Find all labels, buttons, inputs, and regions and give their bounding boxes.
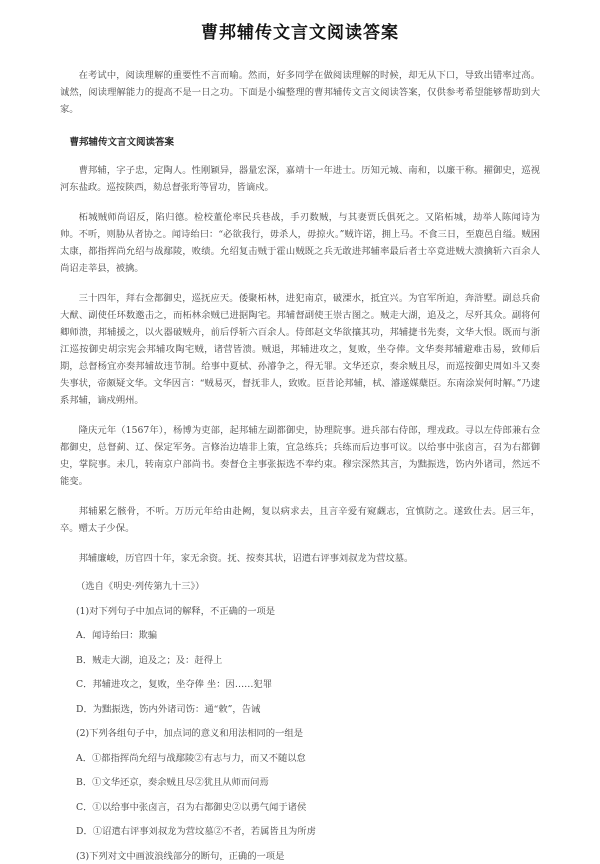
question-stem: (1)对下列句子中加点词的解释，不正确的一项是: [76, 605, 276, 617]
question-stem: (3)下列对文中画波浪线部分的断句，正确的一项是: [76, 850, 285, 862]
answer-option: C．邦辅进攻之，复败，坐夺俸 坐：因……犯罪: [76, 679, 273, 690]
passage-paragraph: 隆庆元年（1567年），杨博为吏部，起邦辅左副都御史，协理院事。进兵部右侍郎，理戎政。寻以左侍郎兼右佥都御史，总督蓟、辽、保定军务。言修治边墙非上策，宜急练兵；兵练而后边事可议。以给事中张卤言，召为右都御史，掌院事。未几，转南京户部尚书。奏督仓主事张振选不奉约束。穆宗深然其言，为黜振选，饬内外诸司，然远不能变。: [60, 425, 540, 487]
passage-paragraph: 邦辅累乞骸骨，不听。万历元年给由赴阙，复以病求去，且言辛爱有窥觑志，宜慎防之。遂致仕去。居三年，卒。赠太子少保。: [60, 506, 540, 534]
passage-paragraph: 柘城贼师尚诏反，陷归德。检校董伦率民兵巷战，手刃数贼，与其妻贾氏俱死之。又陷柘城，劫举人陈闻诗为帅。不听，则胁从者协之。闻诗绐曰：“必欲我行，毋杀人，毋掠火。”贼许诺，拥上马。不食三日，至鹿邑自缢。贼困太康，都指挥尚允绍与战鄢陵，败绩。允绍复击贼于霍山贼既之兵无敢进邦辅率最后者士卒竟进贼大溃擒斩六百余人尚诏走莘县，被擒。: [60, 212, 540, 274]
passage-paragraph: 邦辅廉峻，历官四十年，家无余资。抚、按奏其状，诏遣右评事刘叔龙为营坟墓。: [78, 553, 414, 564]
answer-option: B．①文华还京，奏余贼且尽②犹且从师而问焉: [76, 777, 269, 788]
intro-paragraph: 在考试中，阅读理解的重要性不言而喻。然而，好多同学在做阅读理解的时候，却无从下口，导致出错率过高。诚然，阅读理解能力的提高不是一日之功。下面是小编整理的曹邦辅传文言文阅读答案，仅供参考希望能够帮助到大家。: [60, 70, 540, 115]
answer-option: D．为黜振选，饬内外诸司饬：通“敕”，告诫: [76, 703, 261, 715]
question-stem: (2)下列各组句子中，加点词的意义和用法相同的一组是: [76, 728, 303, 739]
passage-paragraph: 曹邦辅，字子忠，定陶人。性刚颖异，器量宏深，嘉靖十一年进士。历知元城、南和，以廉干称。擢御史，巡视河东盐政。巡按陕西，劾总督张珩等冒功，皆谪戍。: [60, 165, 540, 193]
answer-option: A．闻诗绐曰：欺骗: [76, 630, 158, 641]
passage-paragraph: 三十四年，拜右佥都御史，巡抚应天。倭聚柘林，进犯南京，破溧水，抵宜兴。为官军所迫，奔浒墅。副总兵俞大猷、副使任环数邀击之，而柘林余贼已进据陶宅。邦辅督副使王崇古图之。贼走大湖，追及之，尽歼其众。副将何卿师溃，邦辅援之，以火器破贼舟，前后俘斩六百余人。侍郎赵文华欲攘其功，邦辅捷书先奏，文华大恨。既而与浙江巡按御史胡宗宪会邦辅攻陶宅贼，诸营皆溃。贼退，邦辅进攻之，复败，坐夺俸。文华奏邦辅避难击易，致师后期，总督杨宜亦奏邦辅故违节制。给事中夏栻、孙濬争之，得无罪。文华还京，奏余贼且尽，而巡按御史周如斗又奏失事状，帝颇疑文华。文华因言：“贼易灭，督抚非人，致败。臣昔论邦辅，栻、濬遂媒蘖臣。东南涂炭何时解。”乃逮系邦辅，谪戍朔州。: [60, 293, 540, 406]
answer-option: A．①都指挥尚允绍与战鄢陵②有志与力，而又不随以怠: [76, 752, 306, 764]
answer-option: C．①以给事中张卤言，召为右都御史②以勇气闻于诸侯: [76, 801, 307, 813]
source-citation: （选自《明史·列传第九十三》）: [76, 581, 205, 592]
answer-option: D．①诏遣右评事刘叔龙为营坟墓②不者，若属皆且为所虏: [76, 826, 316, 837]
page-title: 曹邦辅传文言文阅读答案: [201, 23, 399, 43]
answer-option: B．贼走大湖，追及之；及：赶得上: [76, 654, 223, 666]
section-heading: 曹邦辅传文言文阅读答案: [69, 137, 175, 148]
